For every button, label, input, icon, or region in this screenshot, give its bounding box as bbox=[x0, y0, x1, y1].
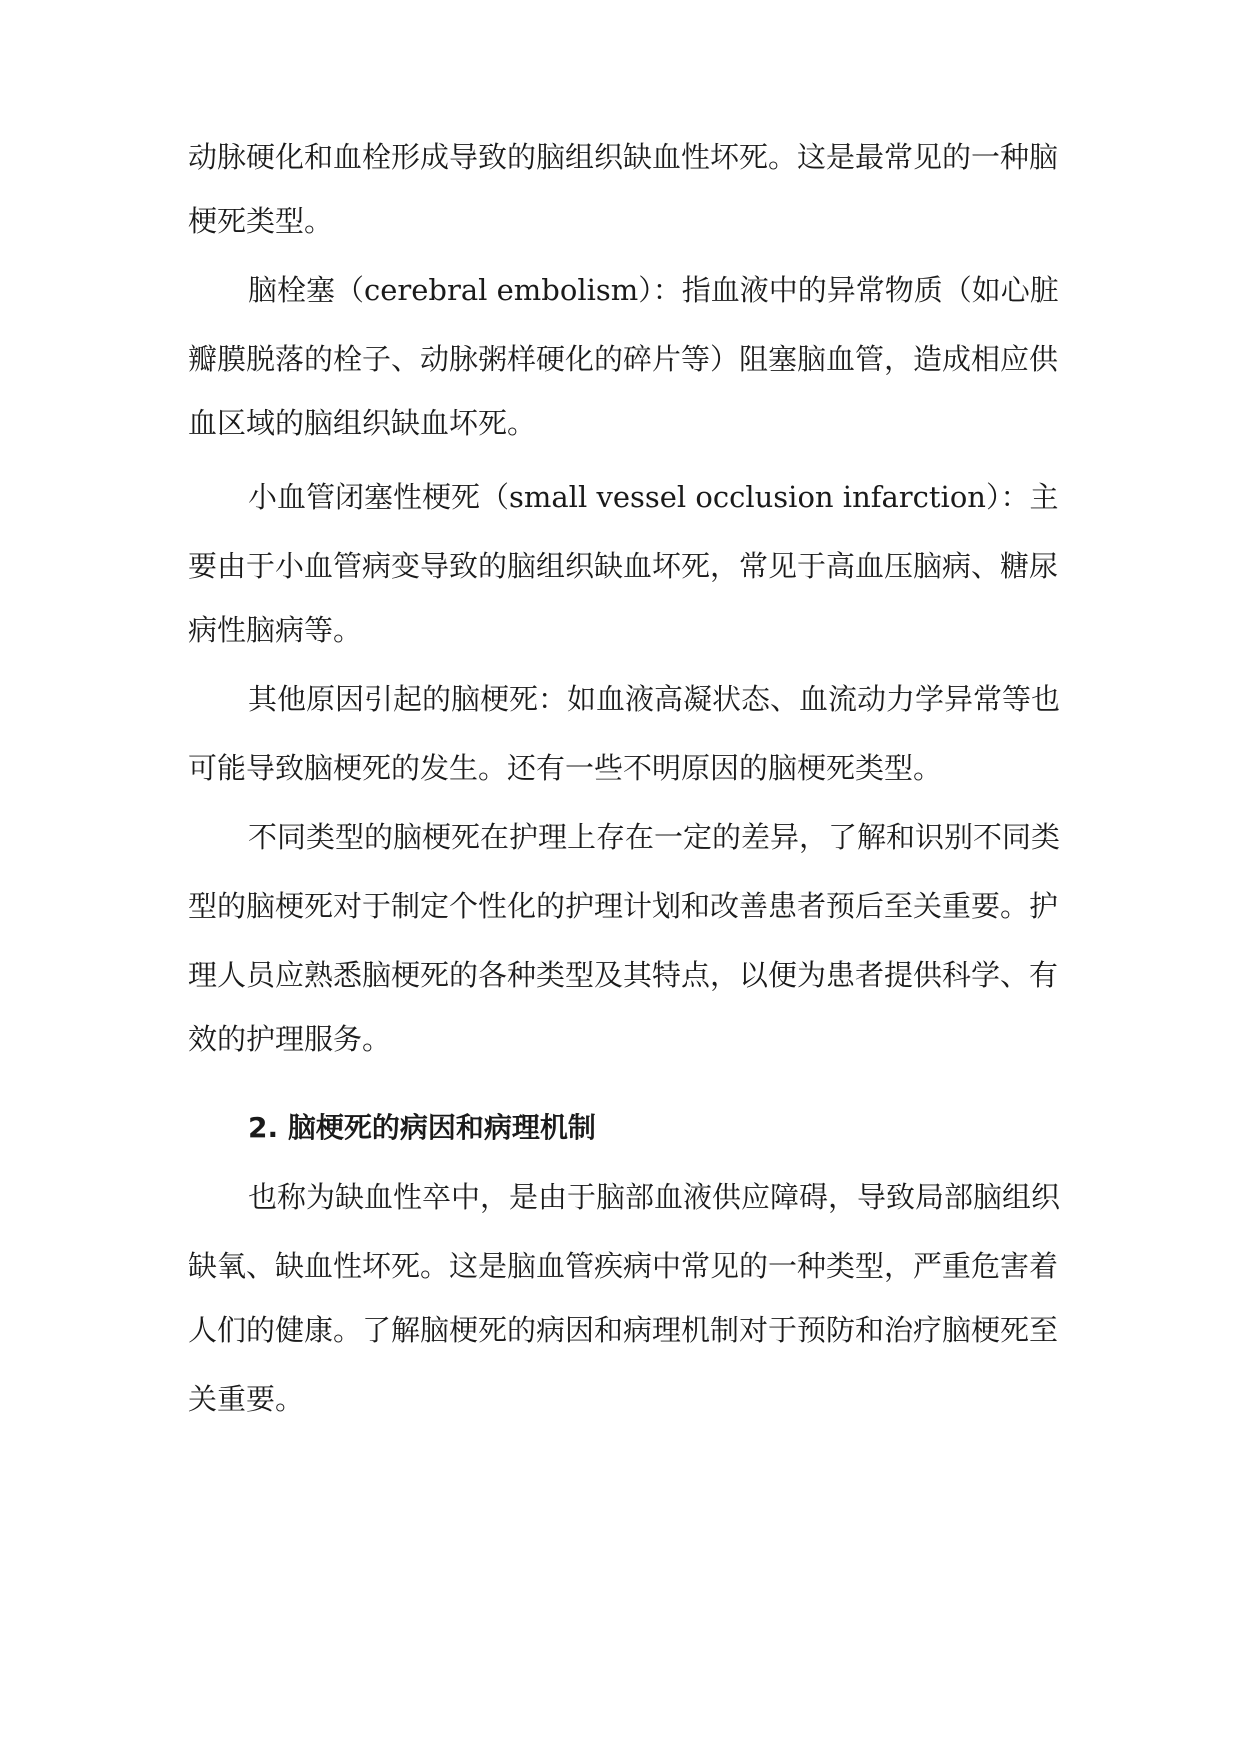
paragraph-line: 关重要。 bbox=[188, 1382, 305, 1416]
paragraph-line: 可能导致脑梗死的发生。还有一些不明原因的脑梗死类型。 bbox=[188, 751, 943, 785]
paragraph-line: 效的护理服务。 bbox=[188, 1022, 392, 1056]
paragraph-line: 不同类型的脑梗死在护理上存在一定的差异，了解和识别不同类 bbox=[248, 820, 1061, 854]
paragraph-line: 缺氧、缺血性坏死。这是脑血管疾病中常见的一种类型，严重危害着 bbox=[188, 1249, 1059, 1283]
paragraph-line: 脑栓塞（cerebral embolism）：指血液中的异常物质（如心脏 bbox=[248, 273, 1059, 307]
section-heading: 2. 脑梗死的病因和病理机制 bbox=[248, 1111, 596, 1144]
paragraph-line: 也称为缺血性卒中，是由于脑部血液供应障碍，导致局部脑组织 bbox=[248, 1180, 1061, 1214]
paragraph-line: 其他原因引起的脑梗死：如血液高凝状态、血流动力学异常等也 bbox=[248, 682, 1061, 716]
paragraph-line: 病性脑病等。 bbox=[188, 613, 363, 647]
paragraph-line: 型的脑梗死对于制定个性化的护理计划和改善患者预后至关重要。护 bbox=[188, 889, 1059, 923]
paragraph-line: 血区域的脑组织缺血坏死。 bbox=[188, 406, 537, 440]
paragraph-line: 梗死类型。 bbox=[188, 204, 334, 238]
paragraph-line: 小血管闭塞性梗死（small vessel occlusion infarction）：主 bbox=[248, 480, 1059, 514]
paragraph-line: 理人员应熟悉脑梗死的各种类型及其特点，以便为患者提供科学、有 bbox=[188, 958, 1059, 992]
paragraph-line: 人们的健康。了解脑梗死的病因和病理机制对于预防和治疗脑梗死至 bbox=[188, 1313, 1059, 1347]
paragraph-line: 要由于小血管病变导致的脑组织缺血坏死，常见于高血压脑病、糖尿 bbox=[188, 549, 1059, 583]
paragraph-line: 瓣膜脱落的栓子、动脉粥样硬化的碎片等）阻塞脑血管，造成相应供 bbox=[188, 342, 1059, 376]
paragraph-line: 动脉硬化和血栓形成导致的脑组织缺血性坏死。这是最常见的一种脑 bbox=[188, 140, 1059, 174]
